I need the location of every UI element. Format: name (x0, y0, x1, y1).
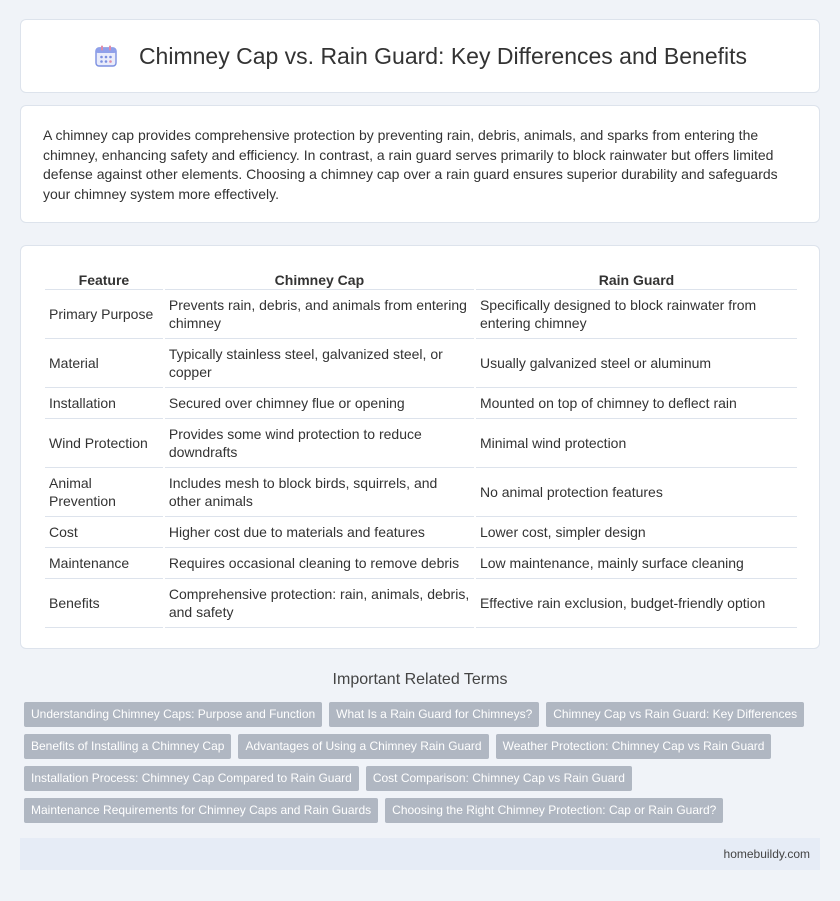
feature-cell: Cost (45, 517, 163, 548)
intro-card (20, 105, 820, 223)
footer (20, 838, 820, 870)
feature-cell: Installation (45, 388, 163, 419)
chimney-cap-cell: Comprehensive protection: rain, animals, debris, and safety (165, 579, 474, 628)
page-title: Chimney Cap vs. Rain Guard: Key Differences and Benefits (138, 42, 748, 69)
rain-guard-cell: Effective rain exclusion, budget-friendly option (476, 579, 797, 628)
comparison-table (43, 268, 799, 628)
related-term-link[interactable]: Understanding Chimney Caps: Purpose and Function (24, 702, 322, 727)
table-row (45, 339, 797, 388)
table-row (45, 468, 797, 517)
header-chimney-cap: Chimney Cap (165, 268, 474, 290)
related-term-link[interactable]: What Is a Rain Guard for Chimneys? (329, 702, 539, 727)
chimney-cap-cell: Includes mesh to block birds, squirrels, and other animals (165, 468, 474, 517)
table-row (45, 517, 797, 548)
related-term-link[interactable]: Installation Process: Chimney Cap Compared to Rain Guard (24, 766, 359, 791)
chimney-cap-cell: Requires occasional cleaning to remove debris (165, 548, 474, 579)
intro-paragraph: A chimney cap provides comprehensive protection by preventing rain, debris, animals, and sparks from entering the chimney, enhancing safety and efficiency. In contrast, a rain guard serves primarily to block rainwater but offers limited defense against other elements. Choosing a chimney cap over a rain guard ensures superior durability and safeguards your chimney system more effectively. (43, 127, 778, 202)
calendar-icon (93, 43, 119, 69)
feature-cell: Primary Purpose (45, 290, 163, 339)
table-row (45, 388, 797, 419)
rain-guard-cell: Low maintenance, mainly surface cleaning (476, 548, 797, 579)
table-row (45, 548, 797, 579)
feature-cell: Maintenance (45, 548, 163, 579)
related-term-link[interactable]: Benefits of Installing a Chimney Cap (24, 734, 231, 759)
rain-guard-cell: Lower cost, simpler design (476, 517, 797, 548)
chimney-cap-cell: Provides some wind protection to reduce downdrafts (165, 419, 474, 468)
related-term-link[interactable]: Chimney Cap vs Rain Guard: Key Differences (546, 702, 804, 727)
rain-guard-cell: Specifically designed to block rainwater from entering chimney (476, 290, 797, 339)
chimney-cap-cell: Typically stainless steel, galvanized steel, or copper (165, 339, 474, 388)
rain-guard-cell: Usually galvanized steel or aluminum (476, 339, 797, 388)
related-term-link[interactable]: Cost Comparison: Chimney Cap vs Rain Guard (366, 766, 632, 791)
table-row (45, 419, 797, 468)
header-rain-guard: Rain Guard (476, 268, 797, 290)
table-row (45, 290, 797, 339)
rain-guard-cell: Minimal wind protection (476, 419, 797, 468)
related-term-link[interactable]: Choosing the Right Chimney Protection: Cap or Rain Guard? (385, 798, 723, 823)
feature-cell: Animal Prevention (45, 468, 163, 517)
rain-guard-cell: Mounted on top of chimney to deflect rain (476, 388, 797, 419)
table-header-row (45, 268, 797, 290)
feature-cell: Benefits (45, 579, 163, 628)
rain-guard-cell: No animal protection features (476, 468, 797, 517)
feature-cell: Material (45, 339, 163, 388)
chimney-cap-cell: Prevents rain, debris, and animals from entering chimney (165, 290, 474, 339)
title-card (20, 19, 820, 93)
chimney-cap-cell: Higher cost due to materials and features (165, 517, 474, 548)
table-row (45, 579, 797, 628)
related-term-link[interactable]: Weather Protection: Chimney Cap vs Rain Guard (496, 734, 772, 759)
related-term-link[interactable]: Maintenance Requirements for Chimney Caps and Rain Guards (24, 798, 378, 823)
related-terms-title: Important Related Terms (332, 671, 508, 688)
header-feature: Feature (45, 268, 163, 290)
feature-cell: Wind Protection (45, 419, 163, 468)
footer-site-name: homebuildy.com (723, 847, 810, 861)
comparison-table-card (20, 245, 820, 649)
chimney-cap-cell: Secured over chimney flue or opening (165, 388, 474, 419)
related-terms-list (24, 702, 824, 830)
related-term-link[interactable]: Advantages of Using a Chimney Rain Guard (238, 734, 488, 759)
